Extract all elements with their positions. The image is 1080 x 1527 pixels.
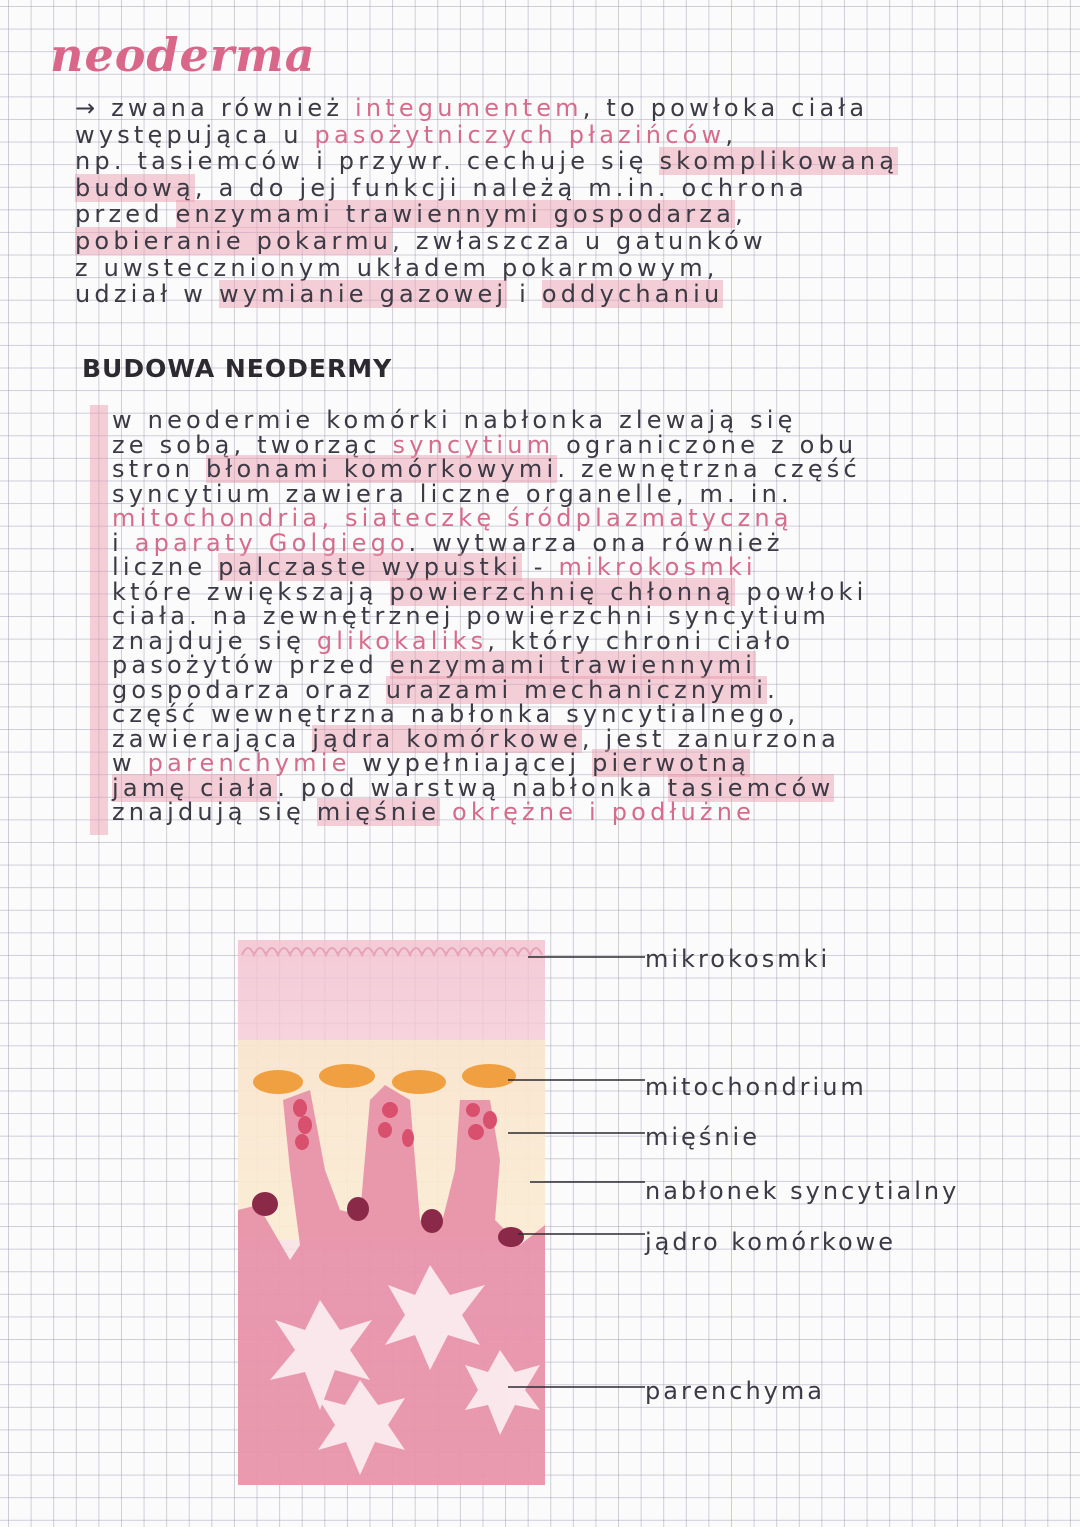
text-segment: występująca u [75,120,315,149]
text-segment: ograniczone z obu [554,430,858,459]
label-mitochondrium: mitochondrium [645,1073,867,1101]
text-segment: liczne [112,553,219,581]
text-segment: w neodermie komórki nabłonka zlewają się [112,406,797,434]
highlighted-text: enzymami trawiennymi gospodarza [175,200,736,229]
pink-term: syncytium [392,430,555,459]
text-segment: gospodarza oraz [112,675,386,704]
text-segment: , zwłaszcza u gatunków [392,226,767,255]
label-muscles: mięśnie [645,1123,760,1151]
text-segment: wypełniającej [350,749,593,777]
highlighted-text: powierzchnię chłonną [389,577,735,606]
text-segment: pasożytów przed [112,651,390,679]
highlighted-text: skomplikowaną [659,147,899,176]
text-segment: . [767,675,779,704]
text-segment: , [725,120,738,149]
label-syncytial-epithelium: nabłonek syncytialny [645,1177,960,1205]
text-segment: , jest zanurzona [581,724,841,753]
text-segment: ciała. na zewnętrznej powierzchni syncytium [112,602,830,630]
text-segment: w [112,749,148,777]
highlighted-text: tasiemców [667,773,835,802]
highlighted-text: budową [75,173,195,202]
text-segment: zawierająca [112,724,313,753]
label-nucleus: jądro komórkowe [645,1228,897,1256]
text-segment: z uwstecznionym układem pokarmowym, [75,253,719,282]
text-segment: które zwiększają [112,577,390,606]
highlighted-text: palczaste wypustki [218,553,522,581]
page-title: neoderma [50,28,316,82]
text-segment: np. tasiemców i przywr. cechuje się [75,147,660,176]
pink-term: pasożytniczych płazińców [314,120,726,149]
text-segment: i [507,280,542,309]
text-segment: . zewnętrzna część [557,455,861,483]
text-segment: syncytium zawiera liczne organelle, m. in. [112,479,793,508]
text-segment: . wytwarza ona również [408,528,784,557]
text-segment: , a do jej funkcji należą m.in. ochrona [194,173,808,202]
highlighted-text: urazami mechanicznymi [385,675,768,704]
highlighted-text: jądra komórkowe [312,724,582,753]
text-segment: → zwana również [75,94,355,122]
text-segment: - [521,553,559,581]
pink-term: glikokaliks [316,626,488,655]
text-segment: znajdują się [112,798,317,826]
text-segment: część wewnętrzna nabłonka syncytialnego, [112,700,800,728]
highlighted-text: błonami komórkowymi [205,455,558,483]
highlighted-text: enzymami trawiennymi [389,651,757,679]
section-heading: BUDOWA NEODERMY [82,354,393,383]
text-segment: ze sobą, tworząc [112,430,393,459]
text-segment: , który chroni ciało [487,626,795,655]
pink-term: aparaty Golgiego [134,528,409,557]
highlighted-text: pobieranie pokarmu [75,226,393,255]
pink-term: parenchymie [147,749,351,777]
highlighted-text: mięśnie [316,798,441,826]
pink-term: okrężne i podłużne [452,798,756,826]
text-segment: udział w [75,280,219,309]
text-segment: . pod warstwą nabłonka [277,773,668,802]
text-segment: znajduje się [112,626,317,655]
text-segment: przed [75,200,176,229]
label-microvilli: mikrokosmki [645,945,831,973]
text-segment: , [735,200,747,229]
highlighted-text: jamę ciała [112,773,278,802]
pink-term: mitochondria, siateczkę śródplazmatyczną [112,504,793,532]
highlighted-text: wymianie gazowej [218,280,508,309]
text-segment: stron [112,455,206,483]
text-segment: i [112,528,135,557]
text-segment: powłoki [734,577,868,606]
label-parenchyma: parenchyma [645,1377,825,1405]
text-segment: , to powłoka ciała [582,94,869,122]
highlighted-text: pierwotną [592,749,751,777]
pink-term: mikrokosmki [558,553,757,581]
pink-term: integumentem [354,94,583,122]
highlighted-text: oddychaniu [541,280,724,309]
